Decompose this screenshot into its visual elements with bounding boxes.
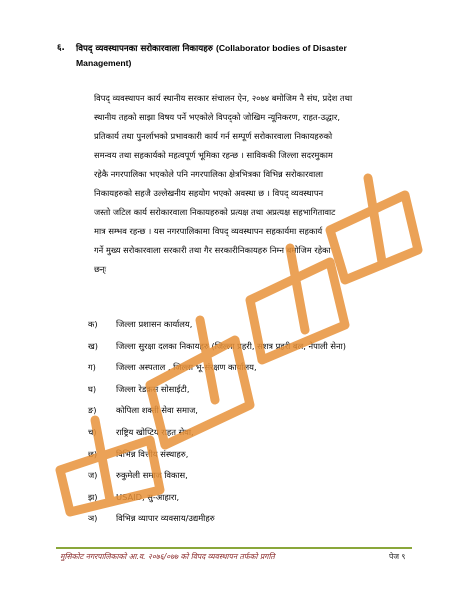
list-text: जिल्ला सुरक्षा दलका निकायहरु (जिल्ला प्रहरी, सशत्र प्रहरी बल, नेपाली सेना) xyxy=(116,340,347,351)
list-item xyxy=(88,314,418,336)
list-item xyxy=(88,444,418,466)
list-item xyxy=(88,422,418,444)
list-marker: ञ) xyxy=(88,513,98,524)
footer-title: मुसिकोट नगरपालिकाको आ.व. २०७६/०७७ को विपद व्यवस्थापन तर्फको प्रगति xyxy=(60,552,275,561)
list-item xyxy=(88,336,418,358)
page-number: पेज ९ xyxy=(389,552,406,561)
list-text: जिल्ला रेडक्रस सोसाईटी, xyxy=(116,383,190,394)
list-marker: ज) xyxy=(88,470,98,481)
list-item xyxy=(88,508,418,530)
list-text: कोपिला शक्ती सेवा समाज, xyxy=(116,405,198,416)
paragraph-line: निकायहरुको सहजै उल्लेखनीय सहयोग भएको अवस्था छ । विपद् व्यवस्थापन xyxy=(94,188,324,198)
list-item xyxy=(88,379,418,401)
paragraph-line: प्रतिकार्य तथा पुनर्लाभको प्रभावकारी कार्य गर्न सम्पूर्ण सरोकारवाला निकायहरुको xyxy=(94,131,333,141)
list-marker: ख) xyxy=(88,340,99,351)
list-marker: च) xyxy=(88,426,97,437)
body-paragraph xyxy=(94,89,412,279)
list-marker: ङ) xyxy=(88,405,97,416)
paragraph-line: छन्ः xyxy=(94,264,107,274)
section-title-english: (Collaborator bodies of Disaster xyxy=(215,43,347,53)
list-text: राष्ट्रिय खोप्टिय राहत सेवा, xyxy=(116,426,194,437)
paragraph-line: जस्तो जटिल कार्य सरोकारवाला निकायहरुको प्रत्यक्ष तथा अप्रत्यक्ष सहभागितावाट xyxy=(94,207,336,217)
footer-divider xyxy=(56,547,412,549)
paragraph-line: गर्ने मुख्य सरोकारवाला सरकारी तथा गैर सरकारीनिकायहरु निम्न बमोजिम रहेका xyxy=(94,245,331,255)
list-text: जिल्ला अस्पताल , जिल्ला भू-संरक्षण कार्यालय, xyxy=(116,362,257,373)
list-marker: ग) xyxy=(88,362,96,373)
section-title-nepali: विपद् व्यवस्थापनका सरोकारवाला निकायहरु xyxy=(76,44,213,54)
paragraph-line: समन्वय तथा सहकार्यको महत्वपूर्ण भूमिका रहन्छ । साविककी जिल्ला सदरमुकाम xyxy=(94,150,333,160)
list-item xyxy=(88,400,418,422)
list-marker: झ) xyxy=(88,491,98,502)
list-item xyxy=(88,487,418,509)
list-item xyxy=(88,465,418,487)
list-text: विभिन्न वित्तीय संस्थाहरु, xyxy=(116,448,189,459)
paragraph-line: विपद् व्यवस्थापन कार्य स्थानीय सरकार संचालन ऐन, २०७४ बमोजिम नै संघ, प्रदेश तथा xyxy=(94,93,353,103)
stakeholder-list xyxy=(88,314,418,530)
section-title-english-cont: Management) xyxy=(76,58,132,68)
paragraph-line: मात्र सम्भव रहन्छ । यस नगरपालिकामा विपद् व्यवस्थापन सहकार्यमा सहकार्य xyxy=(94,226,323,236)
list-marker: घ) xyxy=(88,383,97,394)
list-text: रुकुमेली समाज विकास, xyxy=(116,470,188,481)
paragraph-line: रहेकै नगरपालिका भएकोले पनि नगरपालिका क्षेत्रभित्रका विभिन्न सरोकारवाला xyxy=(94,169,324,179)
list-item xyxy=(88,357,418,379)
section-number: ६. xyxy=(57,43,65,53)
paragraph-line: स्थानीय तहको साझा विषय पर्ने भएकोले विपद्को जोखिम न्यूनिकरण, राहत-उद्धार, xyxy=(94,112,340,122)
list-text: विभिन्न व्यापार व्यवसाय/उद्यमीहरु xyxy=(116,513,215,524)
list-marker: छ) xyxy=(88,448,98,459)
list-text: जिल्ला प्रशासन कार्यालय, xyxy=(116,319,193,329)
list-text: USAID, सु-आहारा, xyxy=(116,491,180,502)
list-marker: क) xyxy=(88,319,98,329)
